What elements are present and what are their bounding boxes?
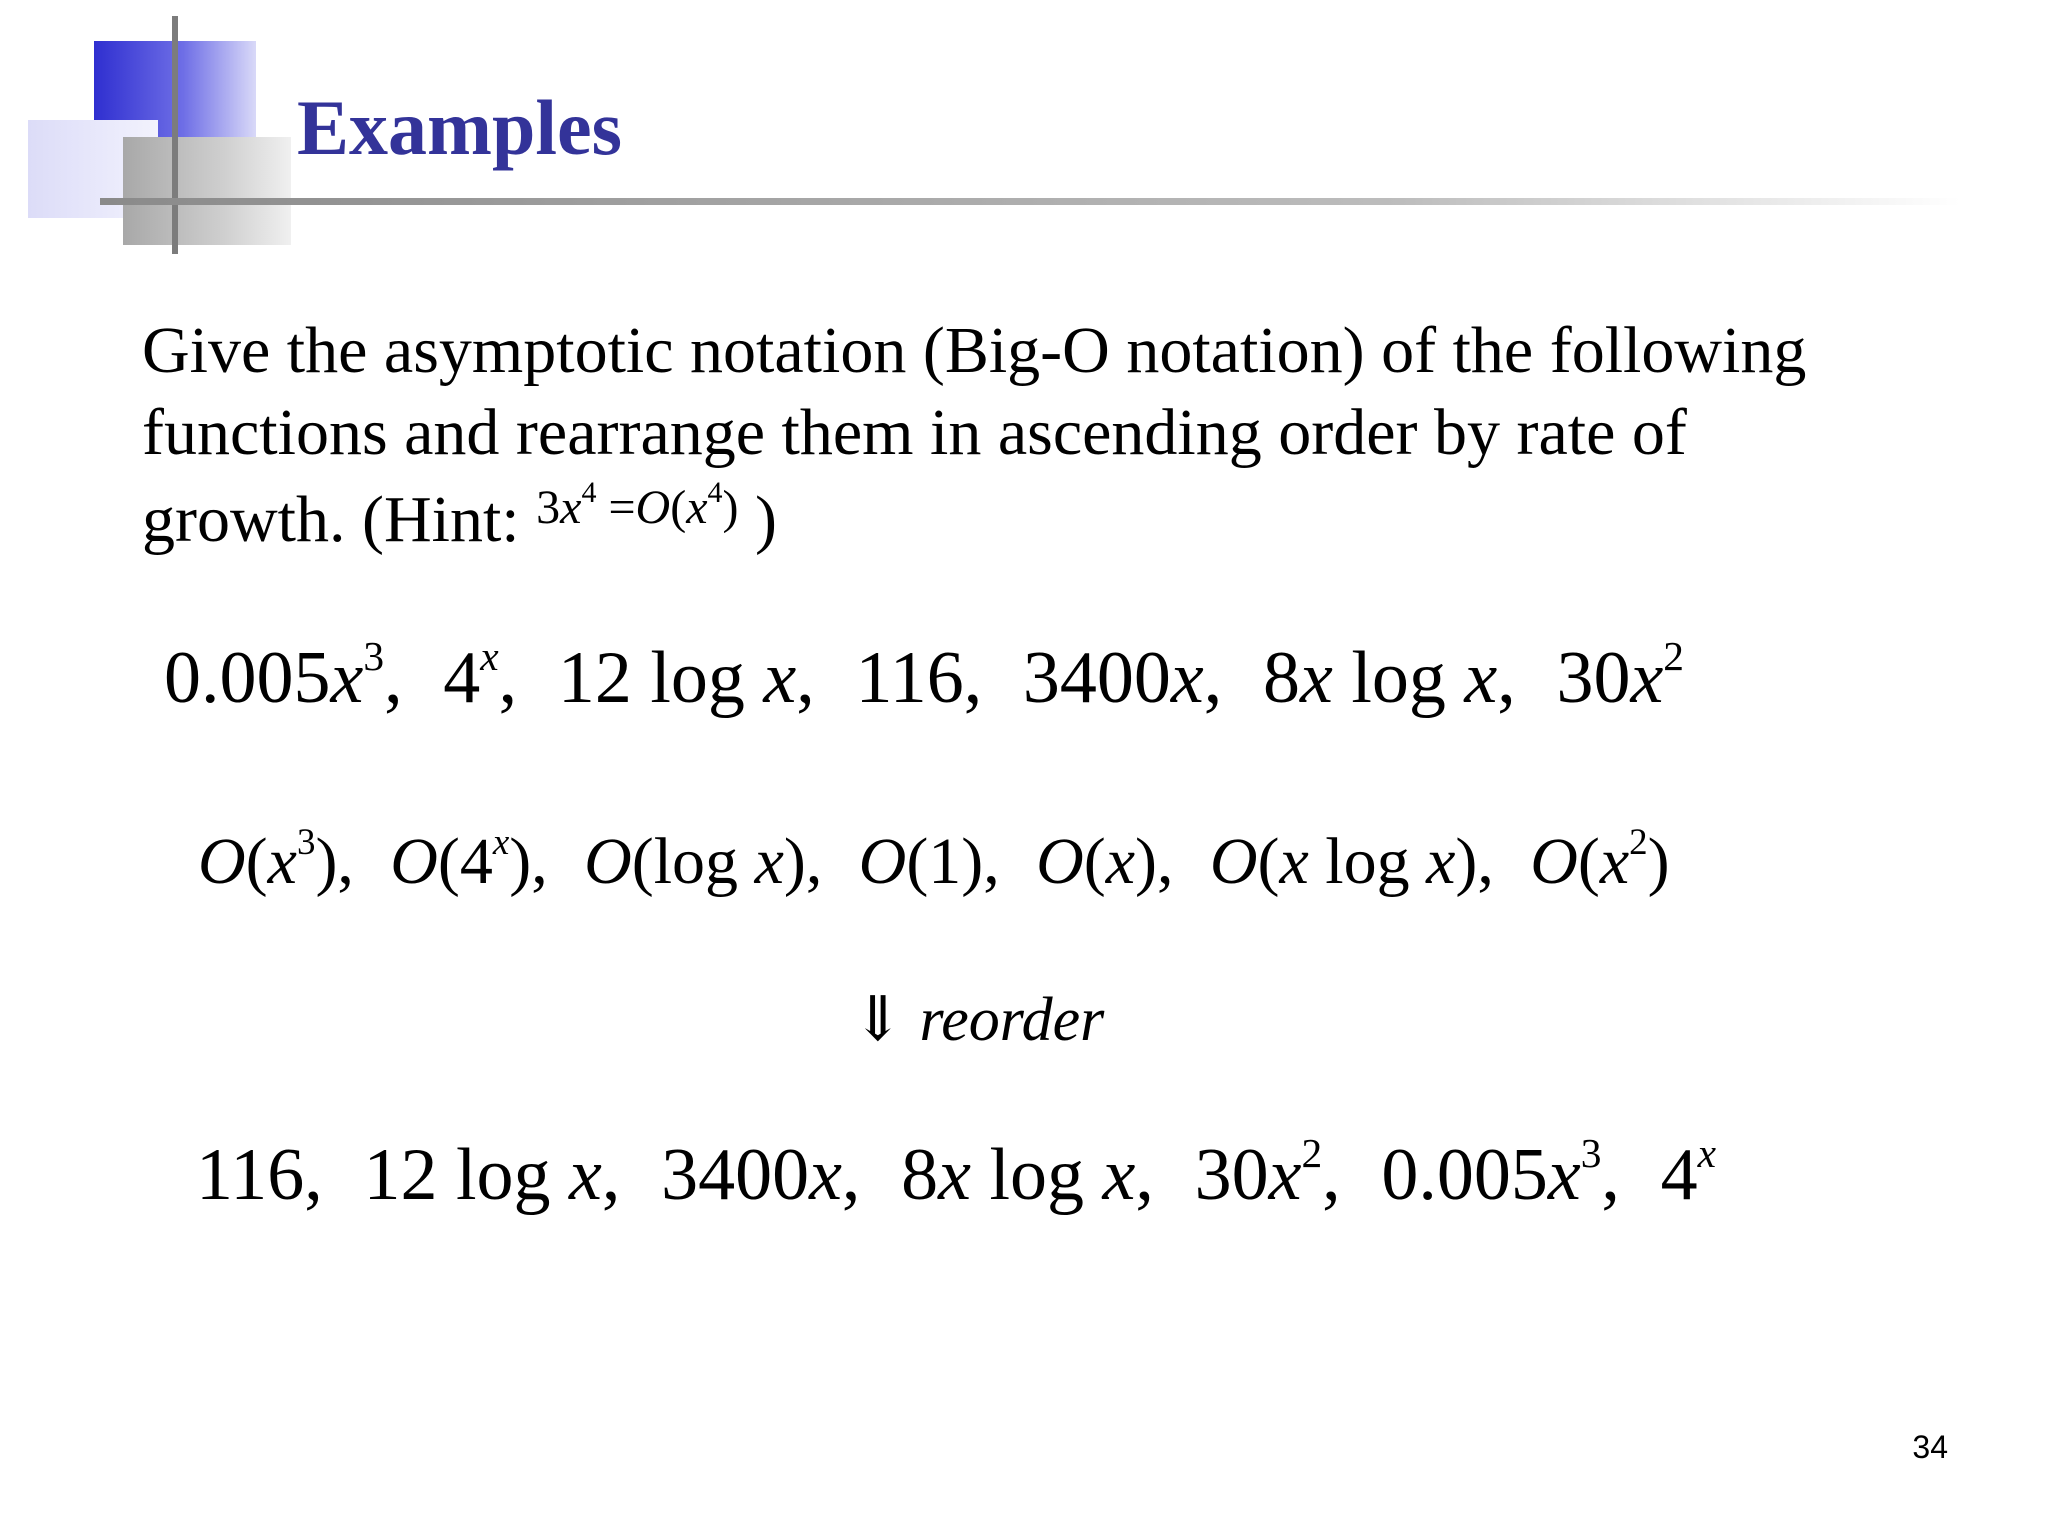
instructions-line-3-end: ) (738, 483, 777, 556)
big-o-exponent: x (492, 821, 510, 863)
hint-big-o: O (635, 481, 671, 534)
function-exponent: x (480, 633, 499, 680)
instructions-text (142, 310, 2002, 567)
ordered-row (196, 1130, 1716, 1220)
hint-exp: 4 (581, 476, 597, 509)
big-o-term (390, 820, 548, 904)
ordered-exponent: 2 (1301, 1130, 1323, 1177)
ordered-variable: x (1102, 1134, 1136, 1216)
functions-row (164, 633, 1684, 723)
big-o-open-paren: ( (631, 825, 654, 898)
hint-equals: = (596, 481, 636, 534)
ordered-coefficient: 8 (901, 1134, 939, 1216)
function-exponent: 2 (1663, 633, 1685, 680)
instructions-line-2: functions and rearrange them in ascending order by rate of (142, 396, 1687, 469)
ordered-comma: , (841, 1134, 861, 1216)
big-o-big-o-symbol: O (1530, 825, 1578, 898)
big-o-close-paren: ), (315, 825, 354, 898)
big-o-term (1210, 820, 1494, 904)
big-o-big-o-symbol: O (1036, 825, 1084, 898)
big-o-term (1530, 820, 1669, 904)
reorder-arrow (852, 980, 1104, 1060)
deco-horizontal-rule (100, 198, 1960, 205)
ordered-coefficient: 30 (1194, 1134, 1269, 1216)
ordered-term (661, 1130, 860, 1220)
ordered-term (1661, 1130, 1716, 1220)
big-o-close-paren: ), (783, 825, 823, 898)
function-comma: , (498, 637, 518, 719)
ordered-comma: , (1322, 1134, 1341, 1216)
big-o-open-paren: ( (906, 825, 929, 898)
big-o-variable: x (1426, 825, 1456, 898)
big-o-term (584, 820, 822, 904)
function-variable: x (1630, 637, 1664, 719)
big-o-term (198, 820, 354, 904)
big-o-big-o-symbol: O (198, 825, 246, 898)
function-exponent: 3 (363, 633, 385, 680)
ordered-comma: , (304, 1134, 323, 1216)
big-o-close-paren: ) (1647, 825, 1670, 898)
big-o-open-paren: ( (437, 825, 460, 898)
function-term (558, 633, 815, 723)
function-variable: x (763, 637, 797, 719)
big-o-row (198, 820, 1670, 904)
big-o-big-o-symbol: O (390, 825, 438, 898)
function-term (443, 633, 517, 723)
function-variable: x (1464, 637, 1498, 719)
big-o-big-o-symbol: O (1209, 825, 1258, 898)
hint-formula (536, 476, 739, 534)
deco-blue-square (94, 41, 256, 181)
instructions-line-3-start: growth. (Hint: (142, 483, 537, 556)
big-o-variable: x (267, 825, 297, 898)
function-comma: , (796, 637, 815, 719)
deco-vertical-line (172, 16, 178, 254)
big-o-log: log (1308, 825, 1427, 898)
function-comma: , (963, 637, 983, 719)
down-double-arrow-icon: ⇓ (852, 986, 904, 1054)
big-o-term (1036, 820, 1173, 904)
big-o-open-paren: ( (1577, 825, 1600, 898)
big-o-variable: x (1105, 825, 1136, 898)
function-variable: x (1170, 637, 1204, 719)
ordered-comma: , (601, 1134, 621, 1216)
function-variable: x (330, 637, 364, 719)
function-coefficient: 30 (1556, 637, 1631, 719)
hint-exp-2: 4 (707, 476, 723, 509)
hint-var-2: x (686, 481, 708, 534)
function-term (1556, 633, 1684, 723)
big-o-close-paren: ), (509, 825, 548, 898)
ordered-term (1381, 1130, 1620, 1220)
slide-title: Examples (297, 84, 623, 171)
big-o-close-paren: ), (1455, 825, 1494, 898)
big-o-big-o-symbol: O (584, 825, 632, 898)
ordered-variable: x (809, 1134, 842, 1216)
ordered-coefficient: 4 (1660, 1134, 1698, 1216)
ordered-coefficient: 0.005 (1381, 1134, 1548, 1216)
big-o-big-o-symbol: O (858, 825, 907, 898)
function-variable: x (1299, 637, 1333, 719)
function-term (855, 633, 982, 723)
big-o-exponent: 2 (1629, 821, 1648, 863)
function-term (1263, 633, 1516, 723)
big-o-open-paren: ( (1257, 825, 1280, 898)
hint-var: x (560, 481, 582, 534)
big-o-open-paren: ( (1083, 825, 1106, 898)
big-o-open-paren: ( (245, 825, 268, 898)
function-comma: , (1203, 637, 1223, 719)
hint-close-paren: ) (722, 481, 739, 534)
ordered-variable: x (569, 1134, 602, 1216)
big-o-close-paren: ), (961, 825, 1000, 898)
function-coefficient: 8 (1262, 637, 1300, 719)
ordered-exponent: 3 (1580, 1130, 1602, 1177)
hint-open-paren: ( (670, 481, 687, 534)
ordered-term (901, 1130, 1154, 1220)
function-coefficient: 0.005 (164, 637, 331, 719)
page-number: 34 (1912, 1429, 1948, 1465)
function-coefficient: 116 (855, 637, 964, 719)
instructions-line-3 (142, 474, 2002, 567)
ordered-comma: , (1135, 1134, 1154, 1216)
function-coefficient: 12 log (557, 637, 764, 719)
deco-gray-square (123, 137, 291, 245)
function-comma: , (1497, 637, 1516, 719)
ordered-coefficient: 12 log (363, 1134, 570, 1216)
ordered-exponent: x (1697, 1130, 1717, 1177)
deco-light-square (28, 120, 158, 218)
function-coefficient: 4 (443, 637, 481, 719)
ordered-term (196, 1130, 323, 1220)
big-o-close-paren: ), (1135, 825, 1174, 898)
big-o-variable: x (1599, 825, 1630, 898)
hint-coef: 3 (536, 481, 561, 534)
ordered-coefficient: 116 (196, 1134, 305, 1216)
big-o-coefficient: 4 (459, 825, 493, 898)
ordered-comma: , (1601, 1134, 1620, 1216)
ordered-variable: x (1547, 1134, 1581, 1216)
ordered-term (1195, 1130, 1341, 1220)
big-o-variable: x (754, 825, 784, 898)
ordered-coefficient: 3400 (661, 1134, 810, 1216)
ordered-log: log (970, 1134, 1103, 1216)
big-o-coefficient: 1 (928, 825, 962, 898)
ordered-variable: x (938, 1134, 971, 1216)
function-comma: , (384, 637, 403, 719)
big-o-exponent: 3 (296, 821, 316, 863)
function-term (164, 633, 403, 723)
function-coefficient: 3400 (1022, 637, 1171, 719)
function-log: log (1332, 637, 1465, 719)
big-o-term (859, 820, 1000, 904)
big-o-variable: x (1279, 825, 1309, 898)
reorder-label: reorder (919, 986, 1105, 1054)
function-term (1023, 633, 1222, 723)
big-o-coefficient: log (653, 825, 755, 898)
instructions-line-1: Give the asymptotic notation (Big-O notation) of the following (142, 314, 1807, 387)
ordered-term (363, 1130, 620, 1220)
ordered-variable: x (1268, 1134, 1302, 1216)
